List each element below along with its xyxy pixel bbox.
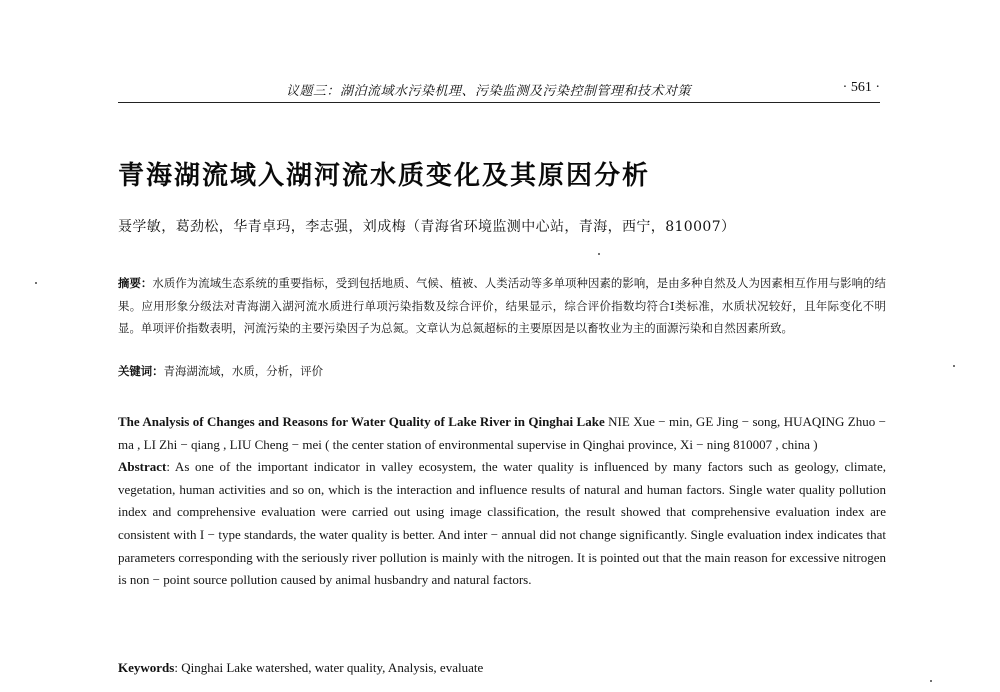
english-abstract-text: : As one of the important indicator in valley ecosystem, the water quality is influenced by many factors such as geology, climate, vegetation, human activities and so on, which is the interaction and influence results of natural and human factors. Single water quality pollution index and comprehensive evaluation were carried out using image classification, the result showed that comprehensive evaluation index are consistent with I − type standards, the water quality is better. And inter − annual did not change significantly. Single evaluation index indicates that parameters corresponding with the seriously river pollution is mainly with the nitrogen. It is pointed out that the main reason for excessive nitrogen is non − point source pollution caused by animal husbandry and natural factors. (118, 459, 886, 588)
running-head (118, 80, 880, 103)
chinese-keywords-text: 青海湖流域，水质，分析，评价 (163, 364, 324, 378)
english-keywords-label: Keywords (118, 660, 175, 675)
chinese-abstract-label: 摘要： (118, 276, 153, 290)
english-keywords (118, 660, 483, 676)
chinese-keywords-label: 关键词： (118, 364, 164, 378)
running-title: 议题三：湖泊流域水污染机理、污染监测及污染控制管理和技术对策 (286, 84, 692, 99)
scan-speck (35, 282, 37, 284)
scan-speck (930, 680, 932, 682)
english-keywords-text: : Qinghai Lake watershed, water quality, Analysis, evaluate (174, 660, 484, 675)
author-list: 聂学敏，葛劲松，华青卓玛，李志强，刘成梅（青海省环境监测中心站，青海，西宁，810007） (118, 219, 736, 235)
chinese-keywords (118, 363, 323, 379)
english-title-authors (118, 411, 886, 456)
english-abstract-label: Abstract (118, 459, 167, 475)
chinese-abstract-text: 水质作为流域生态系统的重要指标，受到包括地质、气候、植被、人类活动等多单项种因素的影响，是由多种自然及人为因素相互作用与影响的结果。应用形象分级法对青海湖入湖河流水质进行单项污染指数及综合评价，结果显示，综合评价指数均符合Ⅰ类标准，水质状况较好，且年际变化不明显。单项评价指数表明，河流污染的主要污染因子为总氮。文章认为总氮超标的主要原因是以畜牧业为主的面源污染和自然因素所致。 (118, 276, 886, 335)
scan-speck (598, 253, 600, 255)
english-title: The Analysis of Changes and Reasons for Water Quality of Lake River in Qinghai Lake (118, 414, 605, 429)
english-abstract (118, 456, 886, 592)
chinese-abstract (118, 272, 886, 340)
english-authors: NIE Xue − min, GE Jing − song, HUAQING Zhuo − ma , LI Zhi − qiang , LIU Cheng − mei ( the center station of environmental supervise in Qinghai province, Xi − ning 810007 , china ) (118, 414, 886, 452)
paper-title: 青海湖流域入湖河流水质变化及其原因分析 (118, 161, 651, 191)
english-section (118, 411, 886, 592)
scan-speck (953, 365, 955, 367)
page-number: · 561 · (842, 80, 880, 95)
